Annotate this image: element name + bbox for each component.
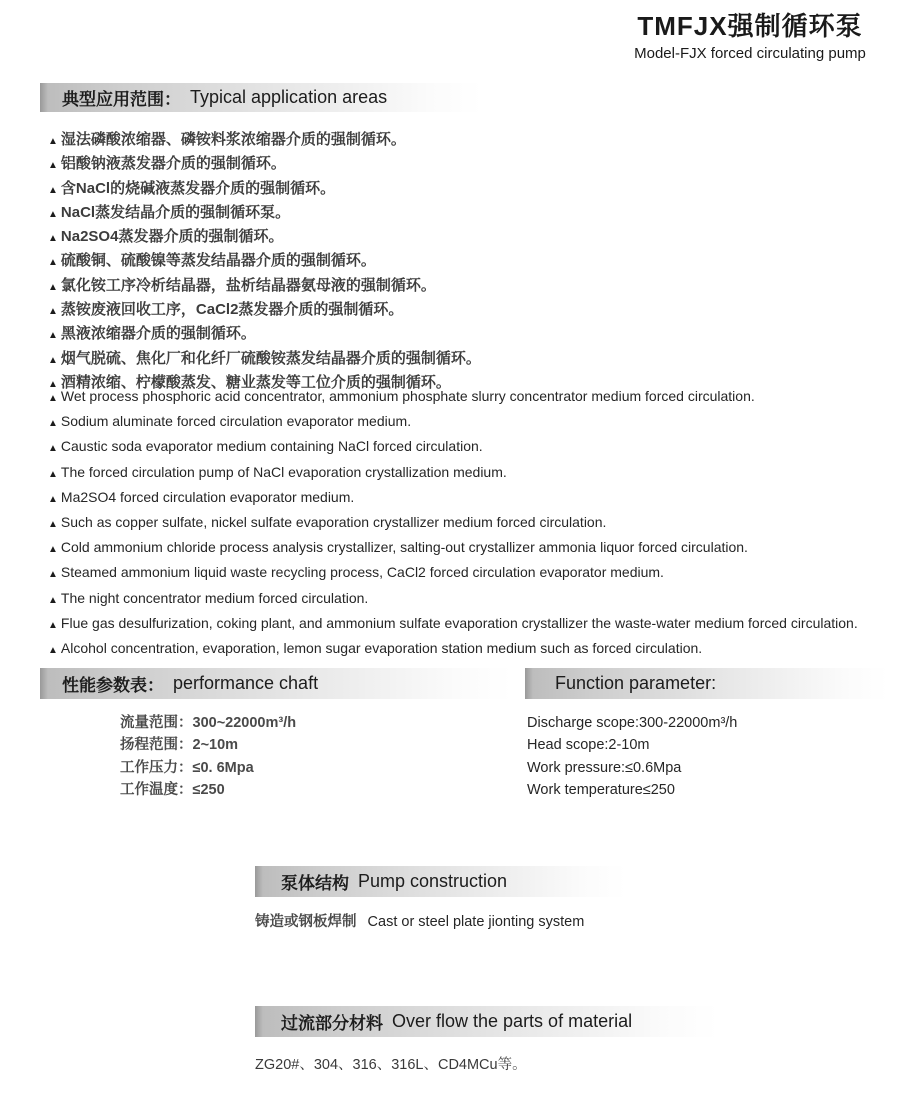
section-header-applications <box>40 83 482 112</box>
applications-list-en <box>48 385 858 662</box>
list-item <box>48 153 481 177</box>
list-item <box>48 323 481 347</box>
list-item <box>48 385 858 410</box>
section-header-function-parameter <box>525 668 888 699</box>
list-item-text: 铝酸钠液蒸发器介质的强制循环。 <box>60 155 286 173</box>
triangle-bullet-icon: ▲ <box>48 136 58 147</box>
list-item-text: Sodium aluminate forced circulation evaporator medium. <box>60 413 412 430</box>
list-item <box>48 461 858 486</box>
list-item-text: 流量范围：300~22000m³/h <box>120 715 297 731</box>
list-item-text: Wet process phosphoric acid concentrator, ammonium phosphate slurry concentrator medium forced circulation. <box>60 388 755 404</box>
product-title-zh: TMFJX强制循环泵 <box>637 11 863 41</box>
function-params-en <box>527 712 737 802</box>
list-item <box>48 250 481 274</box>
list-item-text: 黑液浓缩器介质的强制循环。 <box>60 325 256 343</box>
list-item <box>48 129 481 153</box>
list-item-text: Ma2SO4 forced circulation evaporator medium. <box>60 488 355 505</box>
list-item-text: Alcohol concentration, evaporation, lemon sugar evaporation station medium such as forced circulation. <box>60 640 703 657</box>
list-item-text: The night concentrator medium forced circulation. <box>60 589 369 606</box>
list-item-text: Caustic soda evaporator medium containing NaCl forced circulation. <box>60 438 483 455</box>
triangle-bullet-icon: ▲ <box>48 354 58 366</box>
list-item <box>48 486 858 511</box>
list-item-text: Na2SO4蒸发器介质的强制循环。 <box>60 228 284 246</box>
list-item-text: Work temperature≤250 <box>527 782 675 799</box>
triangle-bullet-icon: ▲ <box>48 160 58 172</box>
triangle-bullet-icon: ▲ <box>48 569 58 581</box>
product-title-en: Model-FJX forced circulating pump <box>634 45 866 62</box>
list-item <box>120 734 296 756</box>
triangle-bullet-icon: ▲ <box>48 378 58 390</box>
section-header-function-parameter-label: Function parameter: <box>555 673 717 693</box>
document-title-block <box>600 6 900 62</box>
list-item <box>48 348 481 372</box>
triangle-bullet-icon: ▲ <box>48 306 58 318</box>
triangle-bullet-icon: ▲ <box>48 393 58 404</box>
section-header-construction-en: Pump construction <box>358 871 508 891</box>
list-item-text: Work pressure:≤0.6Mpa <box>527 759 682 776</box>
list-item-text: 硫酸铜、硫酸镍等蒸发结晶器介质的强制循环。 <box>60 252 376 270</box>
list-item <box>48 637 858 662</box>
list-item <box>48 275 481 299</box>
list-item <box>48 202 481 226</box>
triangle-bullet-icon: ▲ <box>48 418 58 430</box>
section-header-materials-en: Over flow the parts of material <box>392 1011 633 1031</box>
performance-params-zh <box>120 712 296 802</box>
triangle-bullet-icon: ▲ <box>48 594 58 606</box>
list-item-text: 工作压力：≤0. 6Mpa <box>120 759 254 776</box>
section-header-performance-en: performance chaft <box>173 673 319 693</box>
list-item <box>527 757 737 779</box>
list-item <box>527 734 737 756</box>
list-item-text: Cold ammonium chloride process analysis crystallizer, salting-out crystallizer ammonia liquor forced circulation. <box>60 539 748 556</box>
list-item <box>48 536 858 561</box>
section-header-materials <box>255 1006 718 1037</box>
list-item <box>48 299 481 323</box>
list-item <box>48 612 858 637</box>
section-header-applications-en: Typical application areas <box>190 87 388 107</box>
list-item-text: 扬程范围：2~10m <box>120 737 239 754</box>
section-header-construction-zh: 泵体结构 <box>281 874 349 893</box>
list-item-text: 蒸铵废液回收工序，CaCl2蒸发器介质的强制循环。 <box>60 301 404 319</box>
list-item-text: Such as copper sulfate, nickel sulfate evaporation crystallizer medium forced circulation. <box>60 514 607 531</box>
triangle-bullet-icon: ▲ <box>48 208 58 220</box>
list-item <box>48 435 858 460</box>
list-item <box>120 757 296 779</box>
list-item <box>48 410 858 435</box>
triangle-bullet-icon: ▲ <box>48 233 58 245</box>
list-item <box>48 511 858 536</box>
triangle-bullet-icon: ▲ <box>48 619 58 631</box>
list-item-text: Head scope:2-10m <box>527 737 650 754</box>
triangle-bullet-icon: ▲ <box>48 257 58 269</box>
triangle-bullet-icon: ▲ <box>48 281 58 293</box>
triangle-bullet-icon: ▲ <box>48 493 58 505</box>
list-item <box>527 712 737 734</box>
triangle-bullet-icon: ▲ <box>48 544 58 556</box>
triangle-bullet-icon: ▲ <box>48 330 58 342</box>
list-item <box>48 226 481 250</box>
list-item-text: 氯化铵工序冷析结晶器，盐析结晶器氨母液的强制循环。 <box>60 276 436 294</box>
list-item-text: NaCl蒸发结晶介质的强制循环泵。 <box>60 203 291 221</box>
list-item <box>120 712 296 734</box>
list-item-text: 酒精浓缩、柠檬酸蒸发、糖业蒸发等工位介质的强制循环。 <box>60 373 451 391</box>
list-item <box>48 587 858 612</box>
triangle-bullet-icon: ▲ <box>48 645 58 657</box>
list-item-text: The forced circulation pump of NaCl evaporation crystallization medium. <box>60 463 507 480</box>
triangle-bullet-icon: ▲ <box>48 184 58 196</box>
list-item-text: 工作温度：≤250 <box>120 782 225 799</box>
list-item-text: Steamed ammonium liquid waste recycling process, CaCl2 forced circulation evaporator medium. <box>60 564 664 581</box>
list-item-text: Flue gas desulfurization, coking plant, and ammonium sulfate evaporation crystallizer the waste-water medium forced circulation. <box>60 614 858 631</box>
construction-body-zh: 铸造或钢板焊制 <box>255 914 357 930</box>
list-item-text: 湿法磷酸浓缩器、磷铵料浆浓缩器介质的强制循环。 <box>60 131 406 148</box>
materials-body: ZG20#、304、316、316L、CD4MCu等。 <box>255 1057 527 1073</box>
list-item <box>120 779 296 801</box>
list-item <box>48 178 481 202</box>
section-header-applications-zh: 典型应用范围： <box>62 90 181 109</box>
list-item <box>48 561 858 586</box>
list-item-text: 烟气脱硫、焦化厂和化纤厂硫酸铵蒸发结晶器介质的强制循环。 <box>60 349 481 367</box>
section-header-construction <box>255 866 626 897</box>
construction-body-en: Cast or steel plate jionting system <box>367 914 585 930</box>
section-header-performance <box>40 668 512 699</box>
list-item <box>527 779 737 801</box>
section-header-performance-zh: 性能参数表： <box>62 676 164 695</box>
triangle-bullet-icon: ▲ <box>48 443 58 455</box>
list-item-text: 含NaCl的烧碱液蒸发器介质的强制循环。 <box>60 179 336 197</box>
construction-body <box>255 910 584 931</box>
triangle-bullet-icon: ▲ <box>48 468 58 480</box>
applications-list-zh <box>48 129 481 396</box>
triangle-bullet-icon: ▲ <box>48 519 58 531</box>
section-header-materials-zh: 过流部分材料 <box>281 1014 383 1033</box>
list-item-text: Discharge scope:300-22000m³/h <box>527 715 738 731</box>
